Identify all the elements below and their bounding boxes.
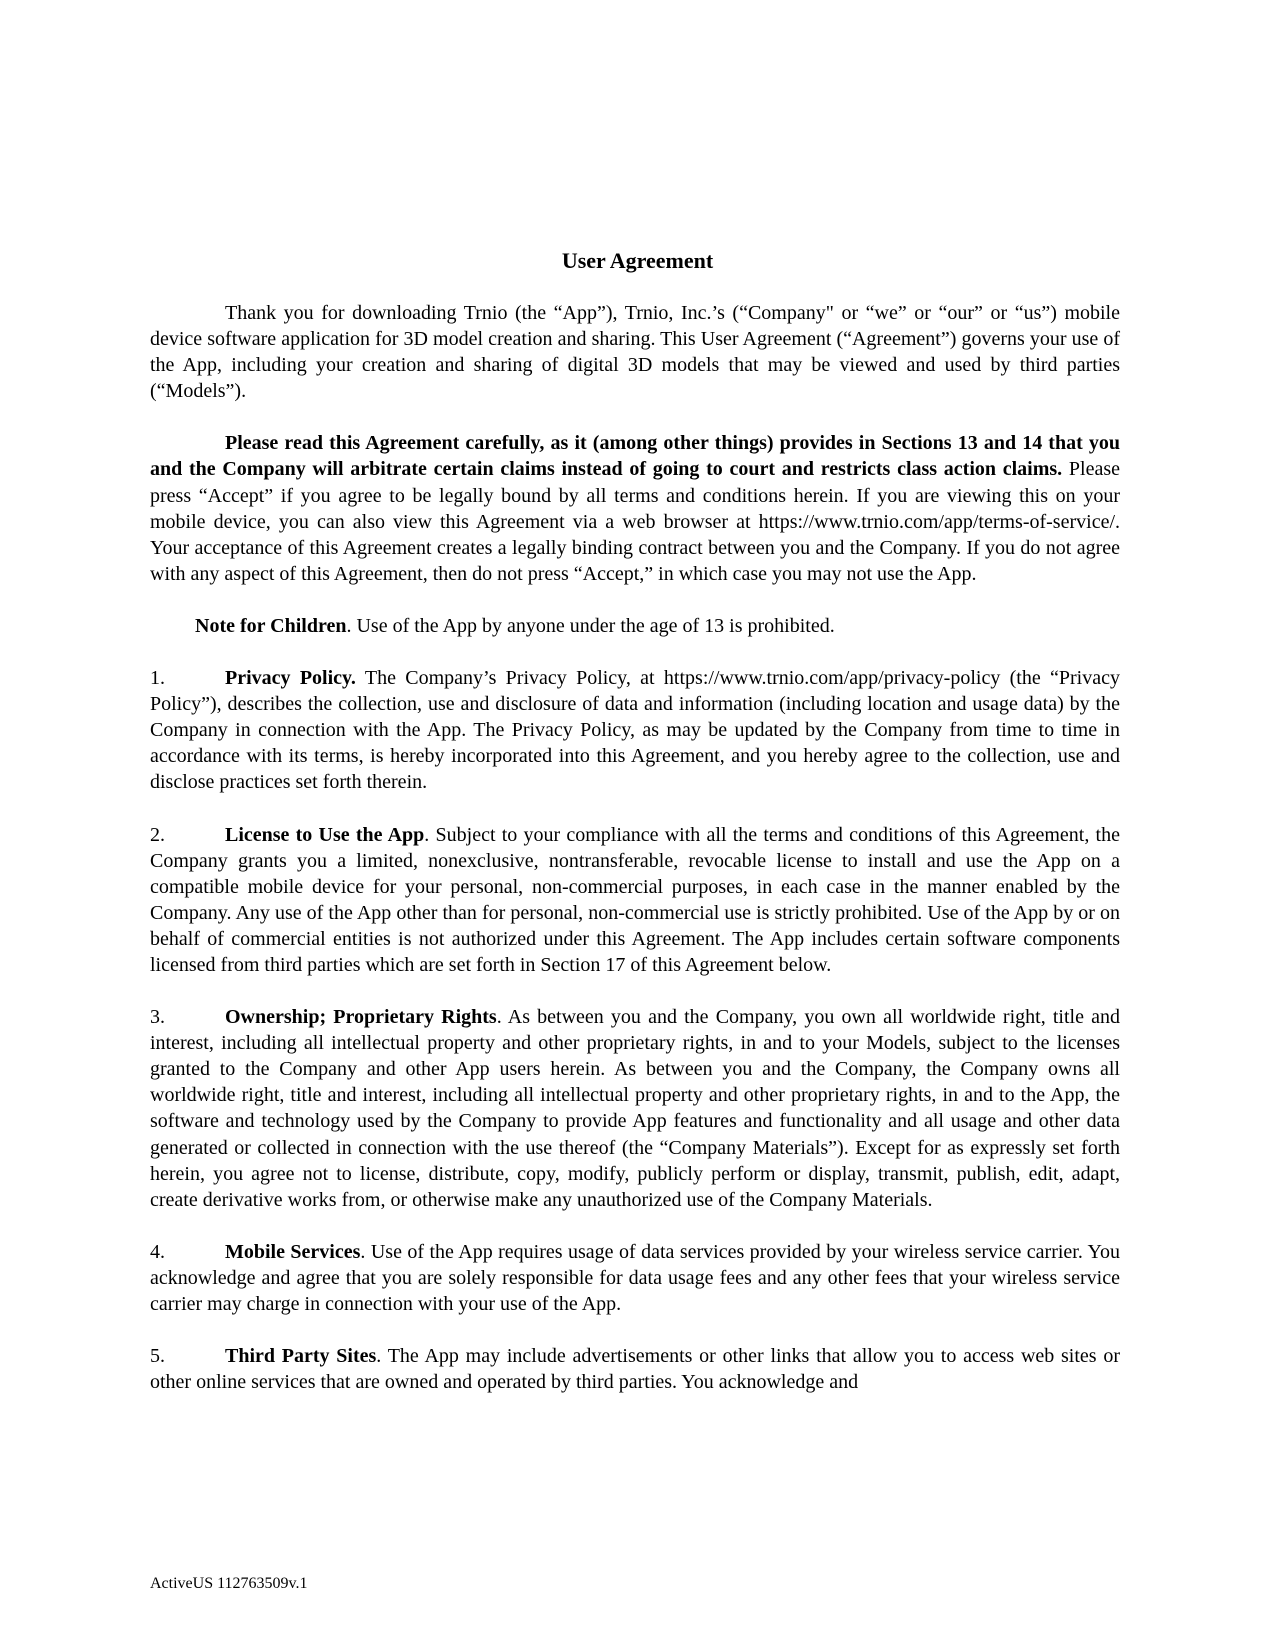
document-footer-id: ActiveUS 112763509v.1 <box>150 1575 308 1592</box>
section-text: . Use of the App requires usage of data services provided by your wireless service carrier. You acknowledge and agree that you are solely responsible for data usage fees and any other fees that your wireless service carrier may charge in connection with your use of the App. <box>150 1240 1120 1315</box>
section-heading: Ownership; Proprietary Rights <box>225 1006 497 1029</box>
section-number: 3. <box>150 1006 165 1029</box>
notice-paragraph <box>150 430 1120 587</box>
section-text: . The App may include advertisements or other links that allow you to access web sites or other online services that are owned and operated by third parties. You acknowledge and <box>150 1345 1120 1394</box>
section-mobile-services <box>150 1239 1120 1317</box>
section-privacy-policy <box>150 665 1120 795</box>
children-note-text: . Use of the App by anyone under the age of 13 is prohibited. <box>346 614 835 637</box>
section-text: . As between you and the Company, you own all worldwide right, title and interest, including all intellectual property and other proprietary rights, in and to your Models, subject to the licenses granted to the Company and other App users herein. As between you and the Company, the Company owns all worldwide right, title and interest, including all intellectual property and other proprietary rights, in and to the App, the software and technology used by the Company to provide App features and functionality and all usage and other data generated or collected in connection with the use thereof (the “Company Materials”). Except for as expressly set forth herein, you agree not to license, distribute, copy, modify, publicly perform or display, transmit, publish, edit, adapt, create derivative works from, or otherwise make any unauthorized use of the Company Materials. <box>150 1006 1120 1211</box>
section-number: 2. <box>150 823 165 846</box>
notice-bold-text: Please read this Agreement carefully, as it (among other things) provides in Sections 13 and 14 that you and the Company will arbitrate certain claims instead of going to court and restricts class action claims. <box>150 432 1120 481</box>
children-note-paragraph <box>150 613 1120 639</box>
section-heading: Privacy Policy. <box>225 667 356 690</box>
section-text: . Subject to your compliance with all the terms and conditions of this Agreement, the Company grants you a limited, nonexclusive, nontransferable, revocable license to install and use the App on a compatible mobile device for your personal, non-commercial purposes, in each case in the manner enabled by the Company. Any use of the App other than for personal, non-commercial use is strictly prohibited. Use of the App by or on behalf of commercial entities is not authorized under this Agreement. The App includes certain software components licensed from third parties which are set forth in Section 17 of this Agreement below. <box>150 823 1120 976</box>
intro-paragraph: Thank you for downloading Trnio (the “App”), Trnio, Inc.’s (“Company" or “we” or “our” or “us”) mobile device software application for 3D model creation and sharing. This User Agreement (“Agreement”) governs your use of the App, including your creation and sharing of digital 3D models that may be viewed and used by third parties (“Models”). <box>150 302 1120 403</box>
page-title: User Agreement <box>561 248 714 273</box>
notice-text: Please press “Accept” if you agree to be legally bound by all terms and conditions herein. If you are viewing this on your mobile device, you can also view this Agreement via a web browser at https://www.trnio.com/app/terms-of-service/. Your acceptance of this Agreement creates a legally binding contract between you and the Company. If you do not agree with any aspect of this Agreement, then do not press “Accept,” in which case you may not use the App. <box>150 458 1120 585</box>
section-number: 4. <box>150 1240 165 1263</box>
section-heading: Mobile Services <box>225 1240 361 1263</box>
section-heading: License to Use the App <box>225 823 425 846</box>
section-third-party-sites <box>150 1343 1120 1395</box>
section-number: 5. <box>150 1345 165 1368</box>
section-text: The Company’s Privacy Policy, at https://www.trnio.com/app/privacy-policy (the “Privacy Policy”), describes the collection, use and disclosure of data and information (including location and usage data) by the Company in connection with the App. The Privacy Policy, as may be updated by the Company from time to time in accordance with its terms, is hereby incorporated into this Agreement, and you hereby agree to the collection, use and disclose practices set forth therein. <box>150 667 1120 794</box>
section-number: 1. <box>150 667 165 690</box>
children-note-heading: Note for Children <box>195 614 347 637</box>
agreement-body <box>150 300 1120 1421</box>
section-ownership <box>150 1004 1120 1213</box>
section-heading: Third Party Sites <box>225 1345 377 1368</box>
section-license <box>150 822 1120 979</box>
